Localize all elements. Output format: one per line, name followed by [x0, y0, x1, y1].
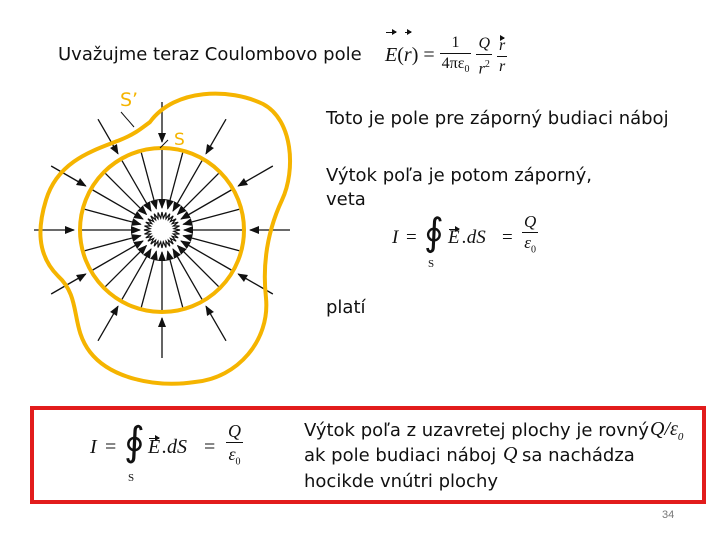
coulomb-formula: E(r) = $\frac{1}{4\pi\varepsilon_0}$ $\frac{Q}{r^2}$ $\frac{r}{r}$	[385, 30, 507, 80]
field-line-inner	[85, 209, 141, 224]
contour-integral-icon: ∮	[424, 212, 444, 254]
box-eps: ε	[228, 444, 236, 464]
box-surface-label-s: S	[128, 472, 135, 484]
field-line-inner	[93, 190, 143, 219]
box-contour-integral-icon: ∮	[124, 419, 145, 464]
box-equals-2: =	[204, 436, 216, 458]
epsilon-subscript: 0	[464, 64, 470, 75]
field-line-inner	[168, 153, 183, 209]
field-line-inner	[105, 246, 146, 287]
field-line-inner	[183, 236, 239, 251]
field-line-outer	[238, 274, 273, 294]
r-denominator: r	[478, 60, 485, 78]
field-line-outer	[238, 166, 273, 186]
equals-2: =	[502, 227, 513, 248]
gauss-q: Q	[524, 212, 537, 231]
field-line-inner	[122, 161, 151, 211]
field-line-outer	[206, 119, 226, 154]
field-line-inner	[178, 246, 219, 287]
charge-q: Q	[478, 34, 490, 52]
page-number: 34	[662, 509, 675, 521]
label-s-prime: S’	[120, 89, 139, 111]
field-line-outer	[206, 306, 226, 341]
vector-e-gauss: E	[448, 227, 460, 248]
q-over-eps-text: Q/ε	[650, 418, 678, 440]
box-q-small: Q	[503, 443, 518, 465]
q-over-eps-sub: 0	[677, 431, 684, 443]
gauss-formula-box	[90, 416, 260, 488]
field-line-inner	[122, 249, 151, 299]
label-s: S	[174, 130, 185, 150]
surface-label-s: S	[428, 258, 435, 270]
box-text-line3: hocikde vnútri plochy	[304, 471, 499, 492]
box-q: Q	[228, 421, 241, 441]
box-equals-1: =	[105, 436, 117, 458]
field-line-inner	[173, 161, 202, 211]
slide-title: Uvažujme teraz Coulombovo pole	[58, 44, 362, 65]
field-line-inner	[141, 153, 156, 209]
gauss-eps-sub: 0	[530, 244, 536, 256]
ds-term: .dS	[462, 227, 486, 248]
r-magnitude: r	[499, 57, 506, 75]
text-flux-negative: Výtok poľa je potom záporný,	[326, 165, 592, 186]
box-text-line1: Výtok poľa z uzavretej plochy je rovný	[304, 420, 649, 441]
unit-vector-r: r	[499, 36, 506, 54]
gauss-formula-right	[392, 212, 562, 274]
text-holds: platí	[326, 297, 366, 318]
box-ds-term: .dS	[162, 436, 187, 458]
field-line-inner	[183, 209, 239, 224]
field-line-inner	[168, 251, 183, 307]
box-eps-sub: 0	[235, 456, 241, 468]
field-line-outer	[98, 306, 118, 341]
flux-i: I	[392, 227, 399, 248]
gauss-eps: ε	[524, 233, 531, 252]
field-line-inner	[181, 241, 231, 270]
box-q-over-eps	[650, 418, 683, 443]
field-line-inner	[181, 190, 231, 219]
field-line-inner	[93, 241, 143, 270]
text-negative-charge: Toto je pole pre záporný budiaci náboj	[326, 108, 669, 129]
vector-r: r	[404, 30, 412, 80]
fraction-one: 1	[451, 33, 460, 51]
field-line-inner	[105, 173, 146, 214]
negative-charge-icon	[144, 212, 180, 248]
box-flux-i: I	[90, 436, 97, 458]
s-prime-pointer	[121, 112, 134, 127]
square-exponent: 2	[484, 58, 490, 70]
equals-1: =	[406, 227, 417, 248]
field-line-inner	[85, 236, 141, 251]
box-text-line2b: sa nachádza	[522, 445, 635, 466]
text-theorem: veta	[326, 189, 366, 210]
vector-e: E	[385, 30, 397, 80]
field-line-inner	[173, 249, 202, 299]
field-line-inner	[141, 251, 156, 307]
box-vector-e: E	[148, 436, 161, 458]
field-line-inner	[178, 173, 219, 214]
four-pi-epsilon: 4πε	[441, 54, 465, 72]
box-text-line2a: ak pole budiaci náboj	[304, 445, 497, 466]
